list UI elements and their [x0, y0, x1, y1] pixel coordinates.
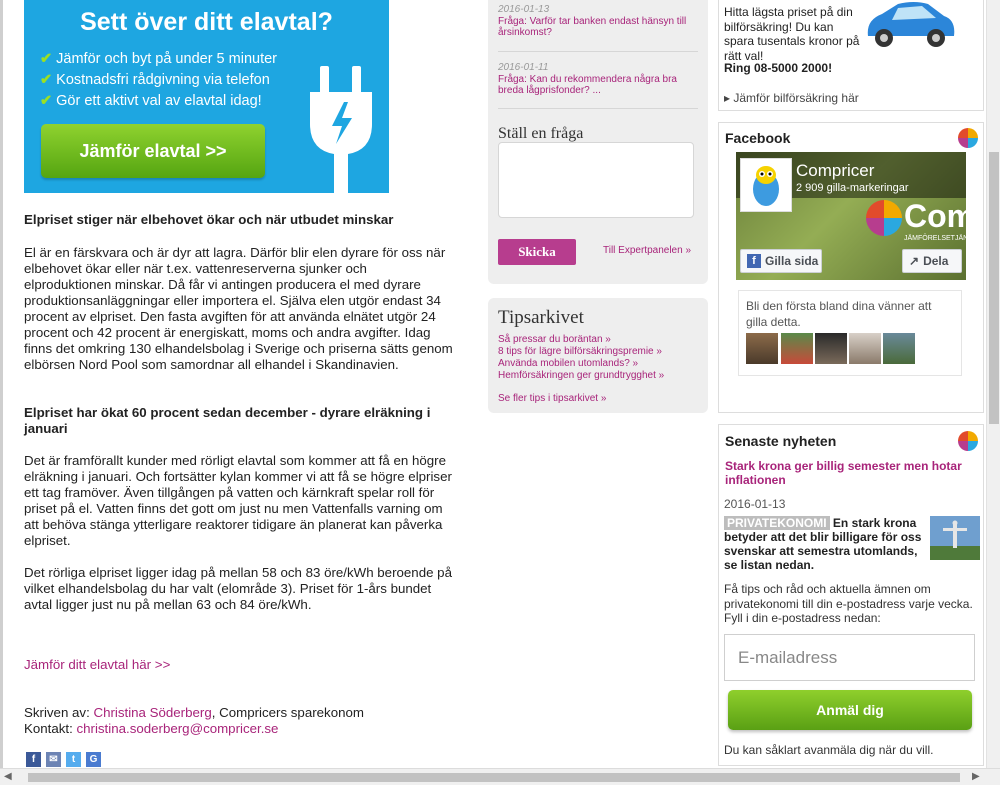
news-headline-link[interactable]: Stark krona ger billig semester men hotar inflationen	[725, 459, 962, 487]
google-share-icon[interactable]: G	[86, 752, 101, 767]
friend-avatar[interactable]	[781, 333, 813, 364]
friend-avatar[interactable]	[849, 333, 881, 364]
latest-news-title: Senaste nyheten	[725, 433, 837, 449]
insurance-phone: Ring 08-5000 2000!	[724, 61, 833, 75]
article-paragraph: Det rörliga elpriset ligger idag på mellan 58 och 83 öre/kWh beroende på vilket elhandelsbolag du har valt (elområde 3). Priset för 1-års bundet avtal ligger just nu på mellan 63 och 84 öre/kWh.	[24, 565, 452, 612]
email-share-icon[interactable]: ✉	[46, 752, 61, 767]
tip-link[interactable]: Så pressar du boräntan »	[498, 334, 611, 345]
qa-divider	[498, 51, 698, 52]
facebook-page-cover[interactable]	[736, 152, 976, 280]
facebook-friends-text: Bli den första bland dina vänner att gilla detta.	[746, 299, 932, 329]
banner-bullet-list	[40, 49, 277, 112]
car-icon	[862, 0, 958, 52]
check-icon: ✔	[40, 72, 53, 88]
contact-line: Kontakt: christina.soderberg@compricer.se	[24, 721, 279, 736]
article-paragraph: El är en färskvara och är dyr att lagra. Därför blir elen dyrare för oss när elbehovet ökar eller när t.ex. vattenreserverna sjunker och elproduktionen minskar. Då får vi antingen producera el med dyrare produktionsanläggningar eller importera el. Själva elen utgör endast 34 procent av elpriset. Den fasta avgiften för att använda elnätet utgör 24 procent och 42 procent är energiskatt, moms och andra avgifter. Idag finns det omkring 130 elhandelsbolag i Sverige och priserna sätts genom elbörsen Nord Pool som samordnar all elhandel i Skandinavien.	[24, 245, 453, 372]
window-left-border	[0, 0, 3, 768]
qa-question-link[interactable]: Fråga: Kan du rekommendera några bra breda lågprisfonder? ...	[498, 74, 677, 96]
scroll-right-icon[interactable]: ▶	[972, 771, 980, 782]
cover-brand-text: Com	[904, 198, 976, 234]
compare-electricity-link[interactable]: Jämför ditt elavtal här >>	[24, 657, 171, 672]
tip-link[interactable]: Använda mobilen utomlands? »	[498, 358, 639, 369]
facebook-page-name[interactable]: Compricer	[796, 161, 875, 180]
send-question-button[interactable]: Skicka	[498, 239, 576, 265]
more-tips-link[interactable]: Se fler tips i tipsarkivet »	[498, 393, 607, 404]
article-paragraph: Det är framförallt kunder med rörligt elavtal som kommer att få en högre elräkning i januari. Och fortsätter kylan kommer vi att få se högre elpriser ett tag framöver. Även tillgången på vatten och kärnkraft spelar roll för priset på el. Vatten finns det gott om just nu men Vattenfalls varning om att behöva stänga ytterligare reaktorer tidigare än planerat kan påverka elpriset.	[24, 453, 452, 548]
share-arrow-icon: ↗	[909, 254, 920, 268]
newsletter-email-input[interactable]	[724, 634, 975, 681]
facebook-like-count: 2 909 gilla-markeringar	[796, 182, 909, 194]
compricer-logo-icon	[958, 128, 978, 148]
question-textarea[interactable]	[498, 142, 694, 218]
facebook-icon: f	[747, 254, 761, 268]
banner-bullet: ✔ Jämför och byt på under 5 minuter	[40, 51, 277, 67]
cover-brand-subtext: JÄMFÖRELSETJÄN	[904, 235, 969, 242]
ask-question-title: Ställ en fråga	[498, 125, 584, 142]
author-line: Skriven av: Christina Söderberg, Compricers sparekonom	[24, 705, 364, 720]
mascot-icon	[741, 159, 791, 211]
compricer-logo-icon	[958, 431, 978, 451]
banner-bullet: ✔ Gör ett aktivt val av elavtal idag!	[40, 93, 262, 109]
qa-date: 2016-01-11	[498, 62, 549, 73]
newsletter-info: Få tips och råd och aktuella ämnen om privatekonomi till din e-postadress varje vecka. Fyll i din e-postadress nedan:	[724, 582, 973, 625]
contact-email-link[interactable]: christina.soderberg@compricer.se	[76, 721, 279, 736]
tip-link[interactable]: Hemförsäkringen ger grundtrygghet »	[498, 370, 665, 381]
check-icon: ✔	[40, 93, 53, 109]
author-link[interactable]: Christina Söderberg	[93, 705, 212, 720]
horizontal-scrollbar[interactable]	[0, 768, 1000, 785]
twitter-share-icon[interactable]: t	[66, 752, 81, 767]
newsletter-signup-button[interactable]: Anmäl dig	[728, 690, 972, 730]
horizontal-scrollbar-thumb[interactable]	[28, 773, 960, 782]
news-date: 2016-01-13	[724, 497, 786, 511]
check-icon: ✔	[40, 51, 53, 67]
insurance-text: Hitta lägsta priset på din bilförsäkring! Du kan spara tusentals kronor på rätt val!	[724, 5, 860, 63]
compricer-logo-icon	[866, 200, 902, 236]
vertical-scrollbar[interactable]	[986, 0, 1000, 768]
tips-archive-title: Tipsarkivet	[498, 307, 584, 328]
friend-avatar[interactable]	[746, 333, 778, 364]
tip-link[interactable]: 8 tips för lägre bilförsäkringspremie »	[498, 346, 662, 357]
news-thumbnail[interactable]	[930, 516, 980, 560]
friend-avatar[interactable]	[883, 333, 915, 364]
news-lead: PRIVATEKONOMI En stark krona betyder att det blir billigare för oss svenskar att semestra utomlands, se listan nedan.	[724, 516, 922, 572]
caret-right-icon: ▸	[724, 91, 734, 105]
qa-question-link[interactable]: Fråga: Varför tar banken endast hänsyn till årsinkomst?	[498, 16, 687, 38]
facebook-share-icon[interactable]: f	[26, 752, 41, 767]
qa-date: 2016-01-13	[498, 4, 550, 15]
expert-panel-link[interactable]: Till Expertpanelen »	[603, 245, 692, 256]
electricity-ad-banner[interactable]	[24, 0, 389, 193]
banner-bullet: ✔ Kostnadsfri rådgivning via telefon	[40, 72, 270, 88]
news-category-badge: PRIVATEKONOMI	[724, 516, 830, 530]
compare-car-insurance-link[interactable]: ▸ Jämför bilförsäkring här	[724, 91, 859, 105]
article-heading: Elpriset stiger när elbehovet ökar och när utbudet minskar	[24, 212, 394, 227]
scroll-left-icon[interactable]: ◀	[4, 771, 12, 782]
banner-title: Sett över ditt elavtal?	[80, 8, 333, 36]
facebook-profile-picture[interactable]	[740, 158, 792, 212]
friend-avatar[interactable]	[815, 333, 847, 364]
power-plug-icon	[306, 66, 388, 196]
compare-electricity-button[interactable]: Jämför elavtal >>	[41, 124, 265, 178]
qa-divider	[498, 108, 698, 109]
facebook-like-page-button[interactable]: f Gilla sida	[740, 249, 822, 273]
vertical-scrollbar-thumb[interactable]	[989, 152, 999, 424]
facebook-share-button[interactable]: ↗ Dela	[902, 249, 962, 273]
unsubscribe-note: Du kan såklart avanmäla dig när du vill.	[724, 743, 934, 757]
facebook-panel-title: Facebook	[725, 130, 791, 146]
article-heading: Elpriset har ökat 60 procent sedan december - dyrare elräkning i januari	[24, 405, 431, 436]
